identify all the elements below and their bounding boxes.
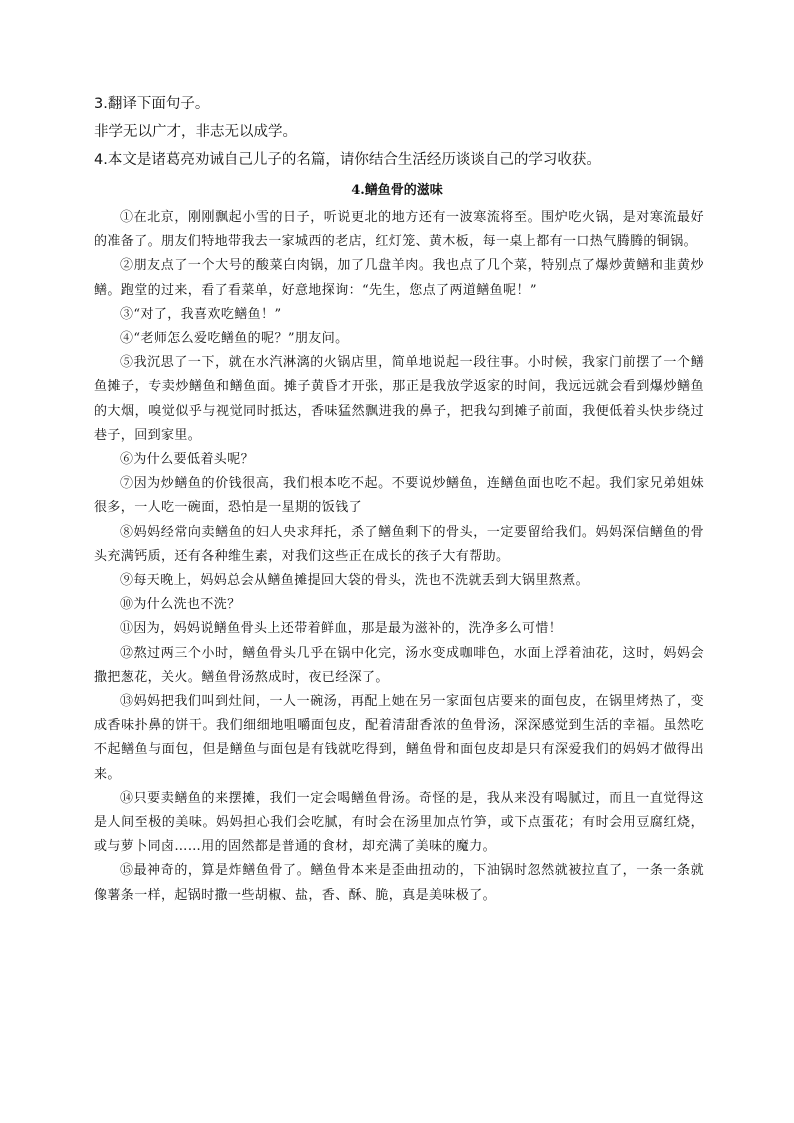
paragraph-7: ⑦因为炒鳝鱼的价钱很高，我们根本吃不起。不要说炒鳝鱼，连鳝鱼面也吃不起。我们家兄弟姐妹很多，一人吃一碗面，恐怕是一星期的饭钱了 — [94, 476, 704, 516]
paragraph-9: ⑨每天晚上，妈妈总会从鳝鱼摊提回大袋的骨头，洗也不洗就丢到大锅里熬煮。 — [120, 573, 590, 589]
paragraph-8: ⑧妈妈经常向卖鳝鱼的妇人央求拜托，杀了鳝鱼剩下的骨头，一定要留给我们。妈妈深信鳝鱼的骨头充满钙质，还有各种维生素，对我们这些正在成长的孩子大有帮助。 — [94, 524, 704, 564]
paragraph-14: ⑭只要卖鳝鱼的来摆摊，我们一定会喝鳝鱼骨汤。奇怪的是，我从来没有喝腻过，而且一直觉得这是人间至极的美味。妈妈担心我们会吃腻，有时会在汤里加点竹笋，或下点蛋花；有时会用豆腐红烧，或与萝卜同卤……用的固然都是普通的食材，却充满了美味的魔力。 — [94, 790, 704, 855]
paragraph-2: ②朋友点了一个大号的酸菜白肉锅，加了几盘羊肉。我也点了几个菜，特别点了爆炒黄鳝和韭黄炒鳝。跑堂的过来，看了看菜单，好意地探询：“先生，您点了两道鳝鱼呢！” — [94, 258, 704, 298]
paragraph-1: ①在北京，刚刚飘起小雪的日子，听说更北的地方还有一波寒流将至。围炉吃火锅，是对寒流最好的准备了。朋友们特地带我去一家城西的老店，红灯笼、黄木板，每一桌上都有一口热气腾腾的铜锅。 — [94, 210, 704, 250]
paragraph-12: ⑫熬过两三个小时，鳝鱼骨头几乎在锅中化完，汤水变成咖啡色，水面上浮着油花，这时，妈妈会撒把葱花，关火。鳝鱼骨汤熬成时，夜已经深了。 — [94, 645, 704, 685]
article-body — [94, 206, 704, 908]
paragraph-3: ③“对了，我喜欢吃鳝鱼！” — [120, 306, 282, 322]
paragraph-15: ⑮最神奇的，算是炸鳝鱼骨了。鳝鱼骨本来是歪曲扭动的，下油锅时忽然就被拉直了，一条一条就像薯条一样，起锅时撒一些胡椒、盐，香、酥、脆，真是美味极了。 — [94, 863, 704, 903]
article-title: 4.鳝鱼骨的滋味 — [351, 183, 443, 198]
paragraph-5: ⑤我沉思了一下，就在水汽淋漓的火锅店里，简单地说起一段往事。小时候，我家门前摆了一个鳝鱼摊子，专卖炒鳝鱼和鳝鱼面。摊子黄昏才开张，那正是我放学返家的时间，我远远就会看到爆炒鳝鱼的大烟，嗅觉似乎与视觉同时抵达，香味猛然飘进我的鼻子，把我勾到摊子前面，我便低着头快步绕过巷子，回到家里。 — [94, 355, 704, 443]
paragraph-10: ⑩为什么洗也不洗？ — [120, 597, 241, 613]
paragraph-11: ⑪因为，妈妈说鳝鱼骨头上还带着鲜血，那是最为滋补的，洗净多么可惜！ — [120, 621, 563, 637]
question-4-label: 4.本文是诸葛亮劝诫自己儿子的名篇，请你结合生活经历谈谈自己的学习收获。 — [94, 152, 601, 168]
paragraph-6: ⑥为什么要低着头呢？ — [120, 452, 255, 468]
paragraph-13: ⑬妈妈把我们叫到灶间，一人一碗汤，再配上她在另一家面包店要来的面包皮，在锅里烤热了，变成香味扑鼻的饼干。我们细细地咀嚼面包皮，配着清甜香浓的鱼骨汤，深深感觉到生活的幸福。虽然吃不起鳝鱼与面包，但是鳝鱼与面包是有钱就吃得到，鳝鱼骨和面包皮却是只有深爱我们的妈妈才做得出来。 — [94, 694, 704, 782]
question-3-label: 3.翻译下面句子。 — [94, 96, 210, 112]
paragraph-4: ④“老师怎么爱吃鳝鱼的呢？”朋友问。 — [120, 331, 349, 347]
question-3-sentence: 非学无以广才，非志无以成学。 — [94, 124, 297, 140]
